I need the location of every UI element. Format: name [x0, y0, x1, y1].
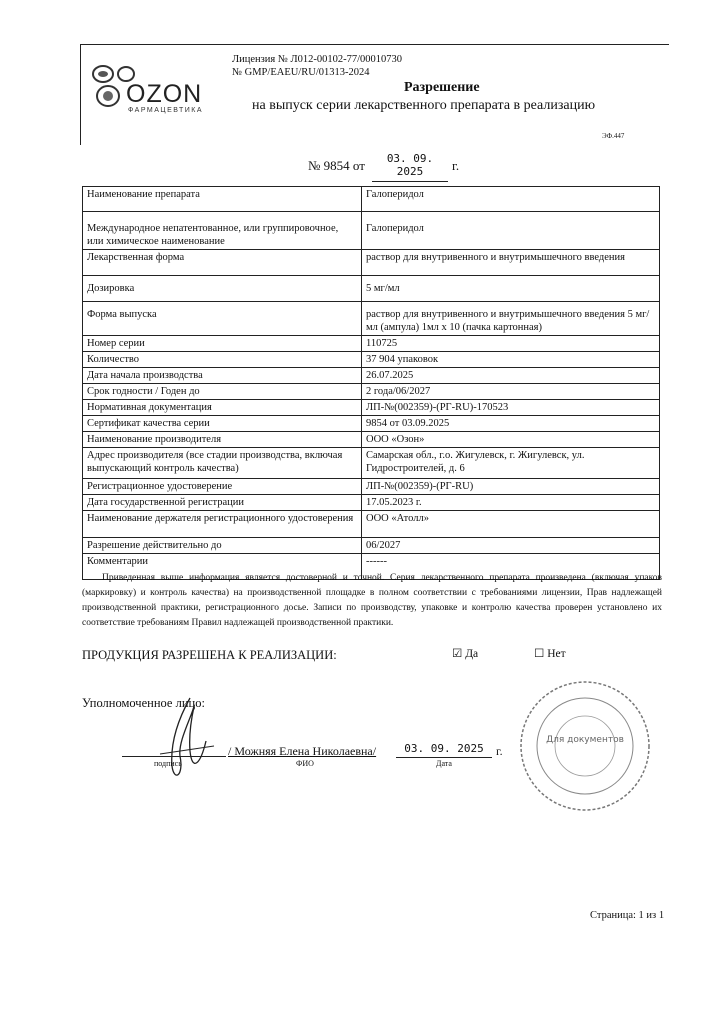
- table-row: [83, 276, 660, 302]
- logo-subtitle: ФАРМАЦЕВТИКА: [128, 107, 204, 114]
- signature-date: 03. 09. 2025: [396, 742, 492, 758]
- no-checkbox: [534, 646, 566, 660]
- doc-subtitle: на выпуск серии лекарственного препарата в реализацию: [252, 98, 596, 113]
- row-label: Дата государственной регистрации: [83, 495, 362, 511]
- yes-checkbox-box: ☑: [452, 648, 463, 660]
- row-value: 37 904 упаковок: [362, 352, 660, 368]
- approval-label: ПРОДУКЦИЯ РАЗРЕШЕНА К РЕАЛИЗАЦИИ:: [82, 648, 337, 662]
- row-value: Самарская обл., г.о. Жигулевск, г. Жигулевск, ул. Гидростроителей, д. 6: [362, 448, 660, 479]
- signature-line: [122, 756, 226, 757]
- table-row: [83, 384, 660, 400]
- table-row: [83, 187, 660, 212]
- row-value: ------: [362, 554, 660, 580]
- signature-caption: подпись: [154, 759, 182, 768]
- row-label: Лекарственная форма: [83, 250, 362, 276]
- doc-date: 03. 09. 2025: [372, 152, 448, 182]
- table-row: [83, 400, 660, 416]
- row-label: Дата начала производства: [83, 368, 362, 384]
- row-value: 17.05.2023 г.: [362, 495, 660, 511]
- table-row: [83, 511, 660, 538]
- row-label: Нормативная документация: [83, 400, 362, 416]
- handwritten-signature-icon: [150, 696, 220, 788]
- row-value: ООО «Атолл»: [362, 511, 660, 538]
- doc-number: № 9854 от: [308, 158, 365, 173]
- table-row: [83, 495, 660, 511]
- info-table: [82, 186, 660, 580]
- yes-label: Да: [465, 648, 479, 660]
- row-label: Адрес производителя (все стадии производства, включая выпускающий контроль качества): [83, 448, 362, 479]
- stamp-text: Для документов: [546, 735, 624, 745]
- row-value: 26.07.2025: [362, 368, 660, 384]
- row-label: Срок годности / Годен до: [83, 384, 362, 400]
- row-value: 9854 от 03.09.2025: [362, 416, 660, 432]
- row-label: Международное непатентованное, или группировочное, или химическое наименование: [83, 212, 362, 250]
- fio-caption: ФИО: [296, 759, 314, 768]
- gmp-number: № GMP/EAEU/RU/01313-2024: [232, 67, 370, 78]
- table-row: [83, 336, 660, 352]
- row-label: Разрешение действительно до: [83, 538, 362, 554]
- row-label: Количество: [83, 352, 362, 368]
- row-label: Дозировка: [83, 276, 362, 302]
- date-caption: Дата: [436, 759, 452, 768]
- row-label: Форма выпуска: [83, 302, 362, 336]
- row-value: Галоперидол: [362, 212, 660, 250]
- form-code: ЭФ.447: [602, 132, 625, 140]
- row-value: 5 мг/мл: [362, 276, 660, 302]
- row-value: 110725: [362, 336, 660, 352]
- row-value: раствор для внутривенного и внутримышечного введения 5 мг/мл (ампула) 1мл х 10 (пачка картонная): [362, 302, 660, 336]
- logo-name: OZON: [126, 80, 203, 108]
- row-label: Сертификат качества серии: [83, 416, 362, 432]
- signature-year-suffix: г.: [496, 744, 503, 758]
- yes-checkbox: [452, 646, 478, 660]
- table-row: [83, 212, 660, 250]
- table-row: [83, 448, 660, 479]
- table-row: [83, 432, 660, 448]
- authorized-person-label: Уполномоченное лицо:: [82, 696, 205, 710]
- table-row: [83, 352, 660, 368]
- row-label: Наименование производителя: [83, 432, 362, 448]
- row-label: Наименование держателя регистрационного удостоверения: [83, 511, 362, 538]
- license-number: Лицензия № Л012-00102-77/00010730: [232, 54, 403, 65]
- table-row: [83, 538, 660, 554]
- no-checkbox-box: ☐: [534, 648, 545, 660]
- doc-title: Разрешение: [404, 80, 480, 95]
- statement-paragraph: Приведенная выше информация является достоверной и точной. Серия лекарственного препарата произведена (включая упаков (маркировку) и контроль качества) на производственной площадке в полном соответствии с требованиями лицензии, Прав надлежащей производственной практики, регистрационного досье. Записи по производству, упаковке и контролю качества проверен установлено их соответствие требованиям Правил надлежащей производственной практики.: [82, 573, 662, 628]
- table-row: [83, 416, 660, 432]
- row-value: 06/2027: [362, 538, 660, 554]
- table-row: [83, 302, 660, 336]
- page-number: Страница: 1 из 1: [590, 910, 665, 921]
- table-row: [83, 479, 660, 495]
- row-label: Номер серии: [83, 336, 362, 352]
- row-label: Комментарии: [83, 554, 362, 580]
- round-stamp-icon: [515, 676, 655, 816]
- row-value: 2 года/06/2027: [362, 384, 660, 400]
- table-row: [83, 250, 660, 276]
- row-value: Галоперидол: [362, 187, 660, 212]
- table-row: [83, 368, 660, 384]
- row-label: Наименование препарата: [83, 187, 362, 212]
- row-value: раствор для внутривенного и внутримышечного введения: [362, 250, 660, 276]
- row-value: ЛП-№(002359)-(РГ-RU)-170523: [362, 400, 660, 416]
- row-value: ООО «Озон»: [362, 432, 660, 448]
- row-value: ЛП-№(002359)-(РГ-RU): [362, 479, 660, 495]
- doc-year-suffix: г.: [452, 158, 460, 173]
- no-label: Нет: [547, 648, 566, 660]
- signer-name: / Можняя Елена Николаевна/: [228, 744, 377, 758]
- row-label: Регистрационное удостоверение: [83, 479, 362, 495]
